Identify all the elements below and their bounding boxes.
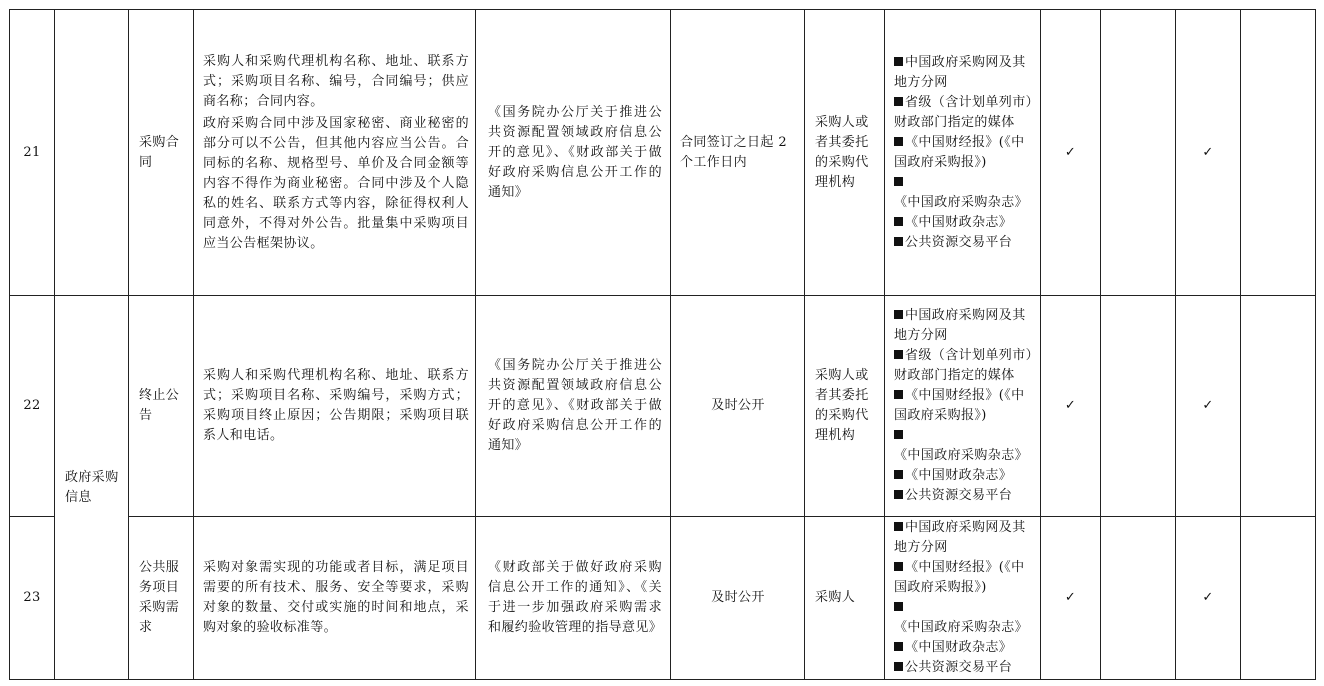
channel-label: 中国政府采购网及其地方分网 xyxy=(894,520,1026,555)
row-number: 23 xyxy=(10,517,55,680)
item-name: 采购合同 xyxy=(129,10,194,296)
channel-item xyxy=(894,53,1034,93)
square-bullet-icon xyxy=(894,522,903,531)
channel-item xyxy=(894,426,1034,466)
content-paragraph: 采购人和采购代理机构名称、地址、联系方式；采购项目名称、采购编号，采购方式；采购项目终止原因；公告期限；采购项目联系人和电话。 xyxy=(203,368,469,443)
channel-label: 中国政府采购网及其地方分网 xyxy=(894,54,1026,90)
content-cell xyxy=(194,10,476,296)
square-bullet-icon xyxy=(894,57,903,66)
square-bullet-icon xyxy=(894,237,903,246)
channel-label: 《中国政府采购杂志》 xyxy=(894,448,1029,463)
square-bullet-icon xyxy=(894,137,903,146)
content-cell xyxy=(194,517,476,680)
square-bullet-icon xyxy=(894,310,903,319)
check-cell xyxy=(1176,296,1241,517)
channel-label: 《中国政府采购杂志》 xyxy=(894,194,1029,210)
channels-cell xyxy=(885,296,1041,517)
category-cell xyxy=(55,10,129,296)
channel-label: 《中国财经报》(《中国政府采购报》) xyxy=(894,134,1025,170)
responsible-party-cell: 采购人或者其委托的采购代理机构 xyxy=(805,296,885,517)
channel-item xyxy=(894,638,1034,658)
channel-label: 公共资源交易平台 xyxy=(905,488,1013,503)
channel-item xyxy=(894,93,1034,133)
channels-cell xyxy=(885,517,1041,680)
channel-item xyxy=(894,346,1034,386)
basis-cell: 《财政部关于做好政府采购信息公开工作的通知》、《关于进一步加强政府采购需求和履约验收管理的指导意见》 xyxy=(476,517,671,680)
square-bullet-icon xyxy=(894,490,903,499)
check-cell xyxy=(1101,296,1176,517)
square-bullet-icon xyxy=(894,642,903,651)
square-bullet-icon xyxy=(894,662,903,671)
channel-item xyxy=(894,133,1034,173)
responsible-party-cell: 采购人或者其委托的采购代理机构 xyxy=(805,10,885,296)
checkmark-icon: ✓ xyxy=(1202,398,1214,413)
time-limit-cell: 合同签订之日起 2 个工作日内 xyxy=(671,10,805,296)
content-cell xyxy=(194,296,476,517)
row-number: 22 xyxy=(10,296,55,517)
channel-item xyxy=(894,518,1034,558)
channel-label: 《中国财政杂志》 xyxy=(905,214,1013,230)
table-row xyxy=(10,517,1316,680)
basis-cell: 《国务院办公厅关于推进公共资源配置领域政府信息公开的意见》、《财政部关于做好政府采购信息公开工作的通知》 xyxy=(476,296,671,517)
check-cell xyxy=(1101,10,1176,296)
channel-label: 省级（含计划单列市）财政部门指定的媒体 xyxy=(894,94,1033,130)
checkmark-icon: ✓ xyxy=(1064,144,1077,160)
square-bullet-icon xyxy=(894,350,903,359)
check-cell xyxy=(1041,296,1101,517)
channel-label: 公共资源交易平台 xyxy=(905,234,1013,250)
check-cell xyxy=(1241,296,1316,517)
responsible-party-cell: 采购人 xyxy=(805,517,885,680)
channel-item xyxy=(894,233,1034,253)
channel-item xyxy=(894,558,1034,598)
checkmark-icon: ✓ xyxy=(1064,590,1077,605)
check-cell xyxy=(1041,517,1101,680)
square-bullet-icon xyxy=(894,562,903,571)
square-bullet-icon xyxy=(894,470,903,479)
channel-label: 省级（含计划单列市）财政部门指定的媒体 xyxy=(894,348,1033,383)
channel-label: 《中国财政杂志》 xyxy=(905,468,1013,483)
channel-item xyxy=(894,486,1034,506)
item-name: 公共服务项目采购需求 xyxy=(129,517,194,680)
channel-label: 《中国政府采购杂志》 xyxy=(894,620,1029,635)
channel-label: 《中国财经报》(《中国政府采购报》) xyxy=(894,560,1025,595)
square-bullet-icon xyxy=(894,97,903,106)
square-bullet-icon xyxy=(894,177,903,186)
check-cell xyxy=(1241,10,1316,296)
content-paragraph: 政府采购合同中涉及国家秘密、商业秘密的部分可以不公告，但其他内容应当公告。合同标的名称、规格型号、单价及合同金额等内容不得作为商业秘密。合同中涉及个人隐私的姓名、联系方式等内容，除征得权利人同意外，不得对外公告。批量集中采购项目应当公告框架协议。 xyxy=(203,115,469,251)
content-paragraph: 采购人和采购代理机构名称、地址、联系方式；采购项目名称、编号，合同编号；供应商名称；合同内容。 xyxy=(203,53,469,109)
square-bullet-icon xyxy=(894,430,903,439)
square-bullet-icon xyxy=(894,217,903,226)
channel-label: 公共资源交易平台 xyxy=(905,660,1013,675)
channel-item xyxy=(894,386,1034,426)
time-limit-cell: 及时公开 xyxy=(671,517,805,680)
table-row xyxy=(10,10,1316,296)
channel-label: 《中国财政杂志》 xyxy=(905,640,1013,655)
channel-item xyxy=(894,598,1034,638)
channel-item xyxy=(894,658,1034,678)
channel-item xyxy=(894,173,1034,213)
checkmark-icon: ✓ xyxy=(1064,398,1077,413)
check-cell xyxy=(1176,517,1241,680)
checkmark-icon: ✓ xyxy=(1202,590,1214,605)
channel-item xyxy=(894,213,1034,233)
check-cell xyxy=(1041,10,1101,296)
check-cell xyxy=(1176,10,1241,296)
channel-item xyxy=(894,306,1034,346)
content-paragraph: 采购对象需实现的功能或者目标，满足项目需要的所有技术、服务、安全等要求，采购对象的数量、交付或实施的时间和地点，采购对象的验收标准等。 xyxy=(203,560,469,635)
table-row xyxy=(10,296,1316,517)
channel-label: 《中国财经报》(《中国政府采购报》) xyxy=(894,388,1025,423)
category-cell: 政府采购信息 xyxy=(55,296,129,680)
table-body xyxy=(10,10,1316,680)
checkmark-icon: ✓ xyxy=(1202,144,1214,160)
disclosure-table xyxy=(9,9,1316,680)
square-bullet-icon xyxy=(894,602,903,611)
check-cell xyxy=(1241,517,1316,680)
check-cell xyxy=(1101,517,1176,680)
square-bullet-icon xyxy=(894,390,903,399)
channel-label: 中国政府采购网及其地方分网 xyxy=(894,308,1026,343)
time-limit-cell: 及时公开 xyxy=(671,296,805,517)
row-number: 21 xyxy=(10,10,55,296)
basis-cell: 《国务院办公厅关于推进公共资源配置领域政府信息公开的意见》、《财政部关于做好政府采购信息公开工作的通知》 xyxy=(476,10,671,296)
channel-item xyxy=(894,466,1034,486)
channels-cell xyxy=(885,10,1041,296)
item-name: 终止公告 xyxy=(129,296,194,517)
